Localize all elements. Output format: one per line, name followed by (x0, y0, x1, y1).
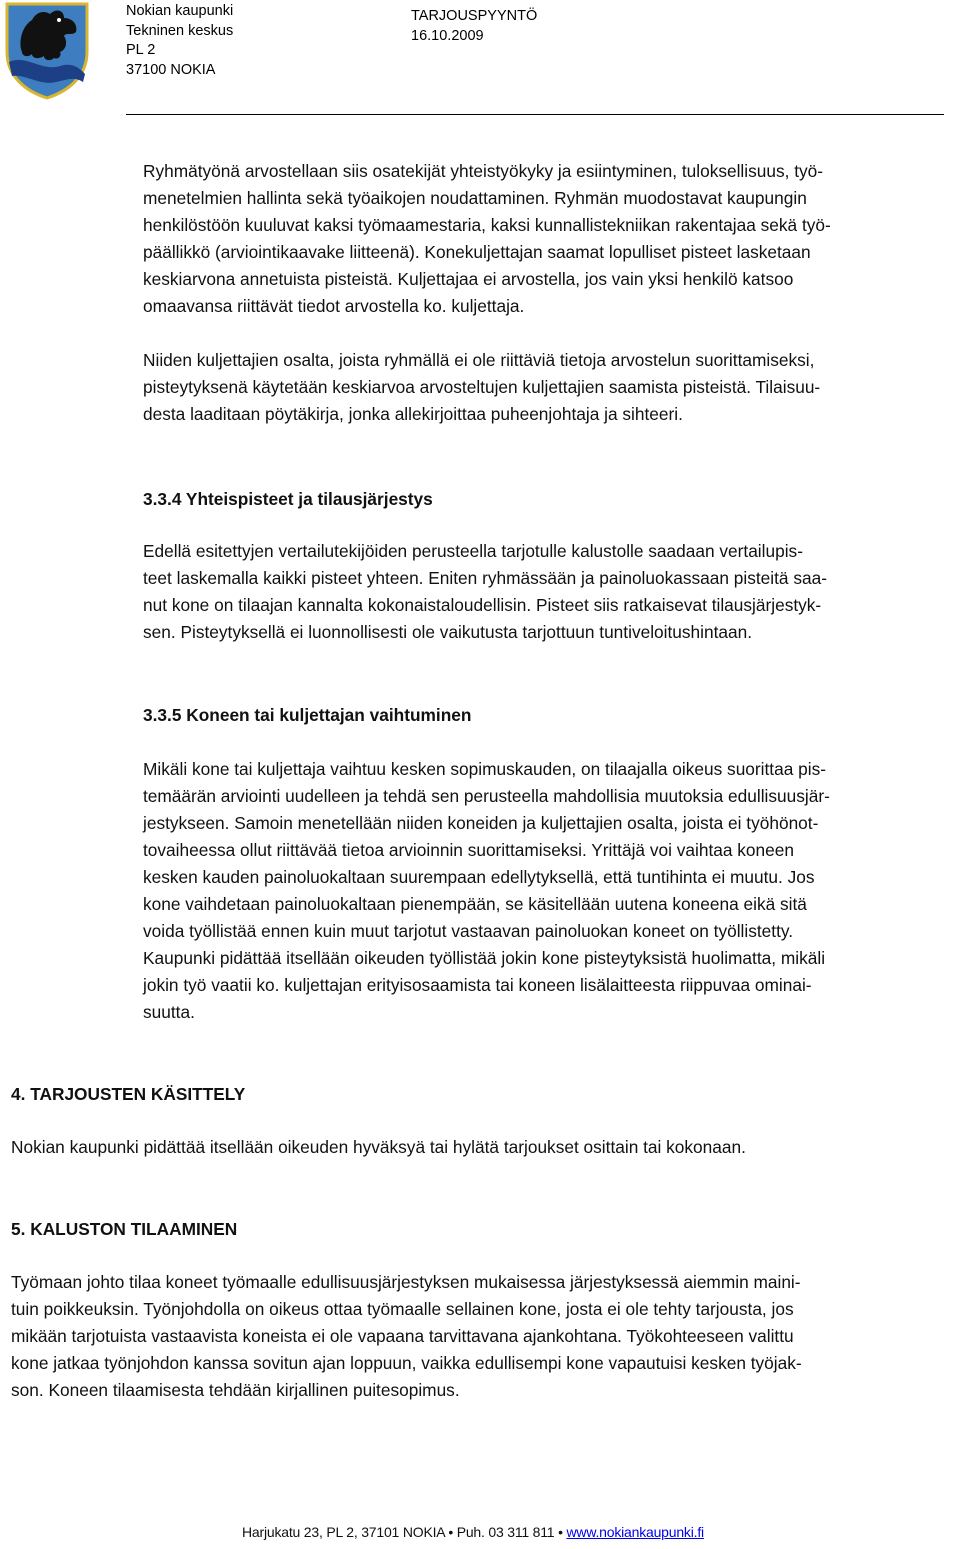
text-line: Ryhmätyönä arvostellaan siis osatekijät yhteistyökyky ja esiintyminen, tuloksellisuus, työ- (143, 161, 824, 181)
section-heading-5: 5. KALUSTON TILAAMINEN (11, 1219, 238, 1239)
org-line: 37100 NOKIA (126, 61, 216, 78)
text-line: desta laaditaan pöytäkirja, jonka allekirjoittaa puheenjohtaja ja sihteeri. (143, 404, 683, 424)
paragraph-unrated-drivers (143, 347, 958, 428)
header-divider (126, 114, 944, 115)
text-line: jokin työ vaatii ko. kuljettajan erityisosaamista tai koneen lisälaitteesta riippuvaa ominai- (143, 975, 812, 995)
document-info (411, 6, 537, 46)
text-line: voida työllistää ennen kuin muut tarjotut vastaavan painoluokan koneet on työllistetty. (143, 921, 794, 941)
footer (242, 1522, 704, 1542)
text-line: kone jatkaa työnjohdon kanssa sovitun ajan loppuun, vaikka edullisempi kone vapautuisi kesken työjak- (11, 1353, 802, 1373)
text-line: pisteytyksenä käytetään keskiarvoa arvosteltujen kuljettajien saamista pisteistä. Tilaisuu- (143, 377, 821, 397)
text-line: menetelmien hallinta sekä työaikojen noudattaminen. Ryhmän muodostavat kaupungin (143, 188, 807, 208)
text-line: Mikäli kone tai kuljettaja vaihtuu kesken sopimuskauden, on tilaajalla oikeus suorittaa pis- (143, 759, 826, 779)
text-line: kesken kauden painoluokaltaan suurempaan edellytyksellä, että tuntihinta ei muutu. Jos (143, 867, 815, 887)
text-line: Työmaan johto tilaa koneet työmaalle edullisuusjärjestyksen mukaisessa järjestyksessä aiemmin maini- (11, 1272, 801, 1292)
document-date: 16.10.2009 (411, 28, 484, 44)
section-heading-3-3-4: 3.3.4 Yhteispisteet ja tilausjärjestys (143, 489, 433, 509)
organization-address (126, 2, 233, 80)
text-line: mikään tarjotuista vastaavista koneista ei ole vapaana tarvittavana ajankohtana. Työkohteeseen valittu (11, 1326, 794, 1346)
nokia-coat-of-arms-icon (4, 2, 90, 100)
section-heading-4: 4. TARJOUSTEN KÄSITTELY (11, 1084, 246, 1104)
text-line: henkilöstöön kuuluvat kaksi työmaamestaria, kaksi kunnallistekniikan rakentajaa sekä työ- (143, 215, 831, 235)
text-line: kone vaihdetaan painoluokaltaan pienempään, se käsitellään uutena koneena eikä sitä (143, 894, 807, 914)
footer-address: Harjukatu 23, PL 2, 37101 NOKIA • Puh. 03 311 811 • (242, 1524, 563, 1540)
text-line: Kaupunki pidättää itsellään oikeuden työllistää jokin kone pisteytyksistä huolimatta, mikäli (143, 948, 826, 968)
text-line: Nokian kaupunki pidättää itsellään oikeuden hyväksyä tai hylätä tarjoukset osittain tai kokonaan. (11, 1137, 746, 1157)
coat-of-arms-logo (4, 2, 90, 100)
text-line: temäärän arviointi uudelleen ja tehdä sen perusteella mahdollisia muutoksia edullisuusjär- (143, 786, 830, 806)
text-line: päällikkö (arviointikaavake liitteenä). Konekuljettajan saamat lopulliset pisteet lasketaan (143, 242, 811, 262)
text-line: sen. Pisteytyksellä ei luonnollisesti ole vaikutusta tarjottuun tuntiveloitushintaan. (143, 622, 753, 642)
paragraph-total-points (143, 538, 958, 646)
text-line: suutta. (143, 1002, 195, 1022)
paragraph-equipment-ordering (11, 1269, 957, 1404)
org-line: Nokian kaupunki (126, 3, 234, 19)
website-link[interactable]: www.nokiankaupunki.fi (566, 1524, 704, 1540)
text-line: omaavansa riittävät tiedot arvostella ko. kuljettaja. (143, 296, 525, 316)
text-line: nut kone on tilaajan kannalta kokonaistaloudellisin. Pisteet siis ratkaisevat tilausjärjestyk- (143, 595, 822, 615)
org-line: PL 2 (126, 42, 156, 58)
text-line: Edellä esitettyjen vertailutekijöiden perusteella tarjotulle kalustolle saadaan vertailupis- (143, 541, 803, 561)
text-line: tovaiheessa ollut riittävää tietoa arvioinnin suorittamiseksi. Yrittäjä voi vaihtaa koneen (143, 840, 794, 860)
document-type: TARJOUSPYYNTÖ (411, 8, 538, 24)
text-line: teet laskemalla kaikki pisteet yhteen. Eniten ryhmässään ja painoluokassaan pisteitä saa- (143, 568, 827, 588)
paragraph-replacement (143, 756, 958, 1026)
text-line: jestykseen. Samoin menetellään niiden koneiden ja kuljettajien osalta, joista ei työhönot- (143, 813, 819, 833)
org-line: Tekninen keskus (126, 22, 234, 39)
text-line: son. Koneen tilaamisesta tehdään kirjallinen puitesopimus. (11, 1380, 460, 1400)
section-heading-3-3-5: 3.3.5 Koneen tai kuljettajan vaihtuminen (143, 705, 472, 725)
paragraph-group-evaluation (143, 158, 958, 320)
paragraph-offer-handling (11, 1134, 957, 1161)
text-line: Niiden kuljettajien osalta, joista ryhmällä ei ole riittäviä tietoja arvostelun suorittamiseksi, (143, 350, 815, 370)
text-line: tuin poikkeuksin. Työnjohdolla on oikeus ottaa työmaalle sellainen kone, josta ei ole tehty tarjousta, jos (11, 1299, 794, 1319)
text-line: keskiarvona annetuista pisteistä. Kuljettajaa ei arvostella, jos vain yksi henkilö katsoo (143, 269, 794, 289)
